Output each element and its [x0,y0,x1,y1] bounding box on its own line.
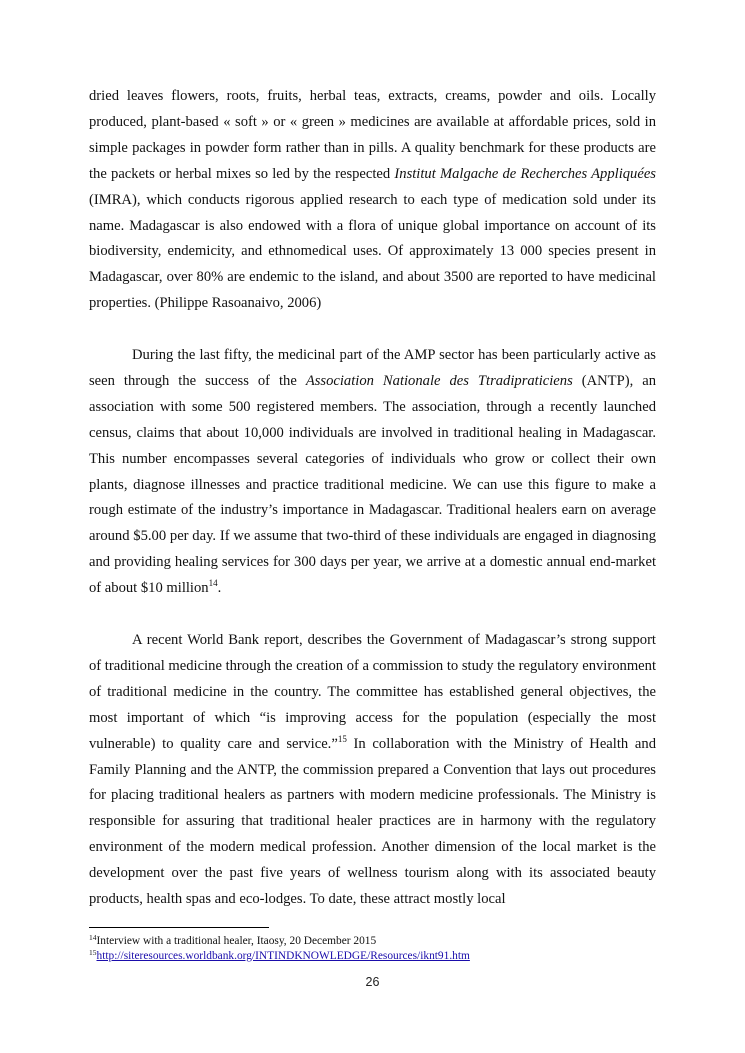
paragraph-3: A recent World Bank report, describes the Government of Madagascar’s strong support of traditional medicine through the creation of a commission to study the regulatory environment of traditional medicine in the country. The committee has established general objectives, the most important of which “is improving access for the population (especially the most vulnerable) to quality care and service.”$^{15}$ In collaboration with the Ministry of Health and Family Planning and the ANTP, the commission prepared a Convention that lays out procedures for placing traditional healers as partners with modern medicine professionals. The Ministry is responsible for assuring that traditional healer practices are in harmony with the regulatory environment of the modern medical profession. Another dimension of the local market is the development over the past five years of wellness tourism along with its associated beauty products, health spas and eco-lodges. To date, these attract mostly local [89,632,656,908]
paragraph-1: dried leaves flowers, roots, fruits, herbal teas, extracts, creams, powder and oils. Locally produced, plant-based « soft » or « green » medicines are available at affordable prices, sold in simple packages in powder form rather than in pills. A quality benchmark for these products are the packets or herbal mixes so led by the respected Institut Malgache de Recherches Appliquées (IMRA), which conducts rigorous applied research to each type of medication sold under its name. Madagascar is also endowed with a flora of unique global importance on account of its biodiversity, endemicity, and ethnomedical uses. Of approximately 13 000 species present in Madagascar, over 80% are endemic to the island, and about 3500 are reported to have medicinal properties. (Philippe Rasoanaivo, 2006) [89,88,656,312]
footnote-15: $^{15}$http://siteresources.worldbank.org/INTINDKNOWLEDGE/Resources/iknt91.htm [89,947,470,962]
footnote-14: $^{14}$Interview with a traditional healer, Itaosy, 20 December 2015 [89,933,377,947]
footnote-separator [89,927,269,928]
footnote-link[interactable]: http://siteresources.worldbank.org/INTINDKNOWLEDGE/Resources/iknt91.htm [96,949,470,962]
institution-name-italic: Institut Malgache de Recherches Appliquées [394,165,656,182]
page-number: 26 [365,975,380,989]
footnote-ref-14: 14 [208,578,218,589]
body-text [89,84,656,913]
association-name-italic: Association Nationale des Ttradipraticiens [305,372,573,389]
paragraph-2: During the last fifty, the medicinal part of the AMP sector has been particularly active as seen through the success of the Association Nationale des Ttradipraticiens (ANTP), an association with some 500 registered members. The association, through a recently launched census, claims that about 10,000 individuals are involved in traditional healing in Madagascar. This number encompasses several categories of individuals who grow or collect their own plants, diagnose illnesses and practice traditional medicine. We can use this figure to make a rough estimate of the industry’s importance in Madagascar. Traditional healers earn on average around $5.00 per day. If we assume that two-third of these individuals are engaged in diagnosing and providing healing services for 300 days per year, we arrive at a domestic annual end-market of about $10 million$^{14}$. [89,347,656,597]
footnotes [89,934,656,963]
footnote-ref-15: 15 [337,733,347,744]
